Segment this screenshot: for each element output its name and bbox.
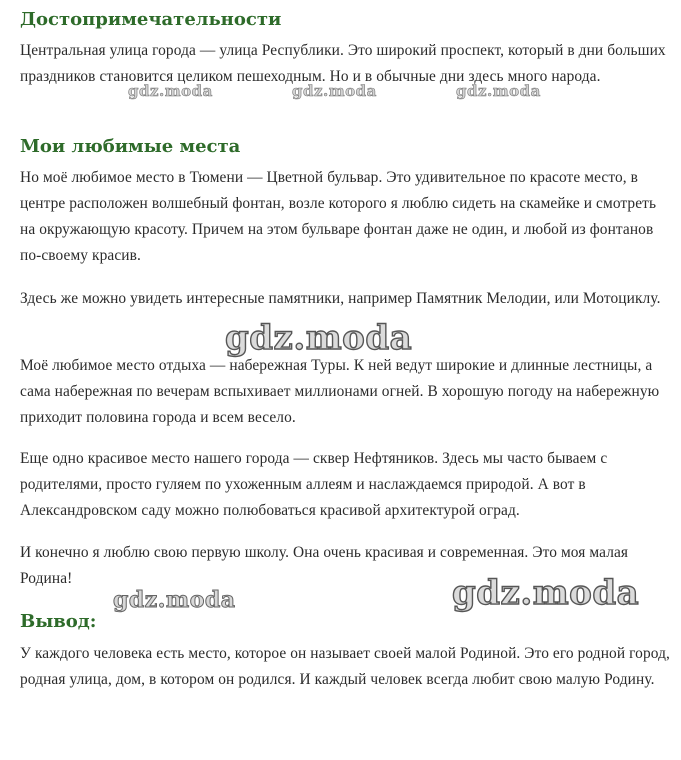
paragraph-monuments: Здесь же можно увидеть интересные памятники, например Памятник Мелодии, или Мотоциклу.	[20, 290, 661, 307]
watermark: gdz.moda	[225, 318, 413, 358]
section-heading-conclusion: Вывод:	[20, 611, 97, 632]
paragraph-conclusion: У каждого человека есть место, которое он называет своей малой Родиной. Это его родной город, родная улица, дом, в котором он родился. И каждый человек всегда любит свою малую Родину.	[20, 645, 670, 688]
watermark: gdz.moda	[113, 587, 236, 613]
paragraph-oilmen-square: Еще одно красивое место нашего города — сквер Нефтяников. Здесь мы часто бываем с родителями, просто гуляем по ухоженным аллеям и наслаждаемся природой. А вот в Александровском саду можно полюбоваться красивой архитектурой оград.	[20, 450, 608, 519]
section-heading-sights: Достопримечательности	[20, 9, 282, 30]
section-heading-favorite-places: Мои любимые места	[20, 136, 241, 157]
watermark: gdz.moda	[128, 82, 213, 100]
paragraph-color-boulevard: Но моё любимое место в Тюмени — Цветной бульвар. Это удивительное по красоте место, в центре расположен волшебный фонтан, возле которого я люблю сидеть на скамейке и смотреть на окружающую красоту. Причем на этом бульваре фонтан даже не один, и любой из фонтанов по-своему красив.	[20, 169, 657, 264]
watermark: gdz.moda	[452, 573, 640, 613]
paragraph-republic-street: Центральная улица города — улица Республики. Это широкий проспект, который в дни больших праздников становится целиком пешеходным. Но и в обычные дни здесь много народа.	[20, 42, 666, 85]
watermark: gdz.moda	[456, 82, 541, 100]
watermark: gdz.moda	[292, 82, 377, 100]
paragraph-first-school: И конечно я люблю свою первую школу. Она очень красивая и современная. Это моя малая Родина!	[20, 544, 629, 587]
paragraph-tura-embankment: Моё любимое место отдыха — набережная Туры. К ней ведут широкие и длинные лестницы, а сама набережная по вечерам вспыхивает миллионами огней. В хорошую погоду на набережную приходит половина города и всем весело.	[20, 357, 660, 426]
